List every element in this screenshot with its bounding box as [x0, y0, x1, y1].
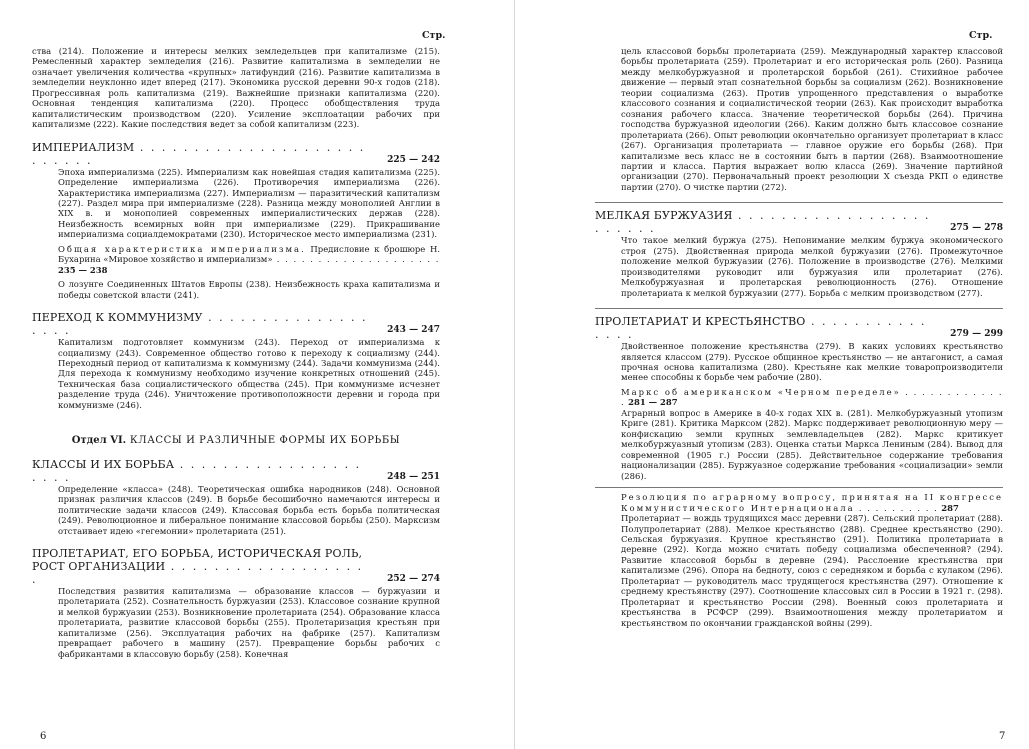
toc-subentry-imperialism-characteristics[interactable] [58, 244, 440, 275]
subentry-summary: Аграрный вопрос в Америке в 40-х годах XIX в. (281). Мелкобуржуазный утопизм Криге (281). Критика Марксом (282). Маркс поддерживает революционную меру — конфискацию земли крупных землевладельцев (282). Маркс критикует мелкобуржуазный утопизм (283). Оценка статьи Маркса Лениным (284). Вывод для современной (1905 г.) России (285). Действительное содержание требования национализации (285). Буржуазное содержание требования «социализации» земли (286). [621, 407, 1003, 481]
subentry-title: Общая характеристика империализма. [58, 243, 306, 254]
section-divider [595, 487, 1003, 488]
part-heading [32, 436, 440, 446]
dot-leader: . . . . . . . . . . . . . [621, 386, 1003, 408]
toc-subentry-agrarian-resolution[interactable] [621, 492, 1003, 513]
section-divider [595, 308, 1003, 309]
part-label: Отдел VI. [71, 435, 127, 447]
subentry-title: Маркс об американском «Черном переделе» [621, 386, 901, 397]
right-page [515, 0, 1029, 749]
dot-leader: . . . . . . . . . . . . . . . [595, 315, 927, 342]
toc-entry-petty-bourgeoisie[interactable] [595, 209, 1003, 235]
toc-entry-proletariat[interactable] [32, 547, 440, 586]
entry-title: ПЕРЕХОД К КОММУНИЗМУ [32, 311, 203, 325]
entry-pages: 243 — 247 [387, 325, 440, 336]
part-title: КЛАССЫ И РАЗЛИЧНЫЕ ФОРМЫ ИХ БОРЬБЫ [126, 435, 401, 447]
dot-leader: . . . . . . . . . . . . . . . . . . . . . . . . [595, 209, 931, 236]
entry-title: ИМПЕРИАЛИЗМ [32, 140, 135, 154]
page-header-str: Стр. [422, 30, 446, 41]
toc-entry-imperialism[interactable] [32, 141, 440, 167]
entry-summary: Капитализм подготовляет коммунизм (243). Переход от империализма к социализму (243). Современное общество готово к переходу к социализму (244). Переходный период от капитализма к коммунизму (244). Задачи коммунизма (244). Для перехода к коммунизму необходимо изучение конкретных отношений (245). Техническая база социалистического общества (245). При коммунизме исчезнет разделение труда (246). Уничтожение противоположности деревни и города при коммунизме (246). [58, 337, 440, 410]
dot-leader: . . . . . . . . . . . . . . . . . . . . . [32, 457, 362, 484]
page-header-str: Стр. [969, 30, 993, 41]
right-column [595, 46, 1003, 628]
entry-title: ПРОЛЕТАРИАТ, ЕГО БОРЬБА, ИСТОРИЧЕСКАЯ РОЛЬ, РОСТ ОРГАНИЗАЦИИ [32, 546, 363, 573]
toc-entry-proletariat-and-peasantry[interactable] [595, 315, 1003, 341]
dot-leader: . . . . . . . . . . . . . . . . . . . [32, 311, 368, 338]
subentry-pages: 287 [938, 502, 959, 513]
entry-summary: Определение «класса» (248). Теоретическая ошибка народников (248). Основной признак различия классов (249). В борьбе бесошибочно намечаются интересы и политические задачи классов (249). Классовая борьба есть борьба политическая (249). Революционное и либеральное понимание классовой борьбы (250). Марксизм отстаивает идею «гегемонии» пролетариата (251). [58, 483, 440, 536]
dot-leader: . . . . . . . . . . . . . . . . . . . . [272, 254, 440, 265]
entry-title: ПРОЛЕТАРИАТ И КРЕСТЬЯНСТВО [595, 315, 806, 329]
section-divider [595, 202, 1003, 203]
entry-summary: Последствия развития капитализма — образование классов — буржуазии и пролетариата (252). Сознательность буржуазии (253). Классовое сознание крупной и мелкой буржуазии (253). Возникновение пролетариата (254). Образование класса пролетариата, развитие классовой борьбы (255). Пролетаризация крестьян при капитализме (256). Эксплуатация рабочих на фабрике (257). Капитализм превращает рабочего в машину (257). Превращение борьбы рабочих с фабрикантами в классовую борьбу (258). Конечная [58, 585, 440, 659]
continuation-text: ства (214). Положение и интересы мелких земледельцев при капитализме (215). Ремесленный характер земледелия (216). Развитие капитализма в земледелии не означает увеличения количества «крупных» латифундий (216). Развитие капитализма в земледелии неуклонно идет вперед (217). Экономика русской деревни 90-х годов (218). Прогрессивная роль капитализма (219). Важнейшие признаки капитализма (220). Основная тенденция капитализма (220). Процесс обобществления труда капиталистическим производством (220). Усиление эксплоатации рабочих при капитализме (222). Какие последствия ведет за собой капитализм (223). [32, 46, 440, 130]
entry-pages: 275 — 278 [950, 223, 1003, 234]
subentry-pages: 235 — 238 [58, 264, 108, 275]
subentry-title: Резолюция по аграрному вопросу, принятая на II конгрессе Коммунистического Интернационала [621, 492, 1003, 513]
subentry-summary: Пролетариат — вождь трудящихся масс деревни (287). Сельский пролетариат (288). Полупролетариат (288). Мелкое крестьянство (288). Среднее крестьянство (290). Сельская буржуазия. Крупное крестьянство (291). Политика пролетариата в деревне (292). Когда можно считать победу социализма обеспеченной? (294). Развитие классовой борьбы в деревне (294). Расслоение крестьянства при капитализме (296). Опора на бедноту, союз с середняком и борьба с кулаком (296). Пролетариат — руководитель масс трудящегося крестьянства (297). Отношение к среднему крестьянству (297). Соотношение классовых сил в России в 1921 г. (298). Пролетариат и крестьянство России (298). Военный союз пролетариата и крестьянства в РСФСР (299). Взаимоотношения между пролетариатом и крестьянством по окончании гражданской войны (299). [621, 513, 1003, 628]
toc-entry-transition-to-communism[interactable] [32, 311, 440, 337]
left-column [32, 46, 440, 659]
toc-entry-classes[interactable] [32, 458, 440, 484]
entry-summary: Что такое мелкий буржуа (275). Непонимание мелким буржуа экономического строя (275). Двойственная природа мелкой буржуазии (276). Промежуточное положение мелкой буржуазии (276). Положение в производстве (276). Мелкими производителями руководит или буржуазия или пролетариат (276). Мелкобуржуазная и пролетарская революционность (276). Отношение пролетариата к мелкой буржуазии (277). Борьба с мелким производством (277). [621, 235, 1003, 298]
page-number: 7 [999, 731, 1006, 742]
dot-leader: . . . . . . . . . . . . . . . . . . . . . . . . . . . [32, 140, 366, 167]
entry-summary-continued: О лозунге Соединенных Штатов Европы (238). Неизбежность краха капитализма и победы советской власти (241). [58, 279, 440, 300]
toc-subentry-marx-black-redistribution[interactable] [621, 387, 1003, 408]
subentry-text: Предисловие к брошюре Н. Бухарина «Мировое хозяйство и империализм» [58, 243, 441, 265]
entry-pages: 248 — 251 [387, 471, 440, 482]
entry-summary: Эпоха империализма (225). Империализм как новейшая стадия капитализма (225). Определение империализма (226). Противоречия империализма (226). Характеристика империализма (227). Империализм — паразитический капитализм (227). Раздел мира при империализме (228). Разница между монополией Англии в XIX в. и монополией современных империалистических держав (228). Неизбежность всемирных войн при империализме (229). Прикрашивание империализма социалдемократами (230). Историческое место империализма (231). [58, 166, 440, 240]
entry-pages: 225 — 242 [387, 154, 440, 165]
subentry-pages: 281 — 287 [625, 397, 678, 408]
entry-title: МЕЛКАЯ БУРЖУАЗИЯ [595, 209, 733, 223]
entry-pages: 252 — 274 [387, 573, 440, 584]
continuation-text: цель классовой борьбы пролетариата (259). Международный характер классовой борьбы пролетариата (259). Пролетариат и его историческая роль (260). Разница между мелкобуржуазной и пролетарской борьбой (261). Стихийное рабочее движение — первый этап сознательной борьбы за социализм (262). Возникновение теории социализма (263). Против упрощенного представления о выработке классового сознания и социалистической теории (263). Как происходит выработка сознания рабочего класса. Значение теоретической борьбы (264). Причина господства буржуазной идеологии (266). Каким должно быть классовое сознание пролетариата (266). Опыт революции окончательно организует пролетариат в класс (267). Организация пролетариата — главное оружие его борьбы (268). При капитализме весь класс не в состоянии быть в партии (268). Взаимоотношение партии и класса. Партия выражает волю класса (269). Значение партийной организации (270). Первоначальный проект резолюции X съезда РКП о единстве партии (270). О чистке партии (272). [621, 46, 1003, 192]
dot-leader: . . . . . . . . . . [854, 502, 939, 513]
dot-leader: . . . . . . . . . . . . . . . . . . . [32, 559, 364, 586]
left-page [0, 0, 514, 749]
entry-summary: Двойственное положение крестьянства (279). В каких условиях крестьянство является классом (279). Русское общинное крестьянство — не антагонист, а самая прочная основа капитализма (280). Крестьяне как мелкие товаропроизводители менее способны к борьбе чем рабочие (280). [621, 341, 1003, 383]
page-number: 6 [40, 731, 47, 742]
entry-pages: 279 — 299 [950, 329, 1003, 340]
entry-title: КЛАССЫ И ИХ БОРЬБА [32, 457, 175, 471]
